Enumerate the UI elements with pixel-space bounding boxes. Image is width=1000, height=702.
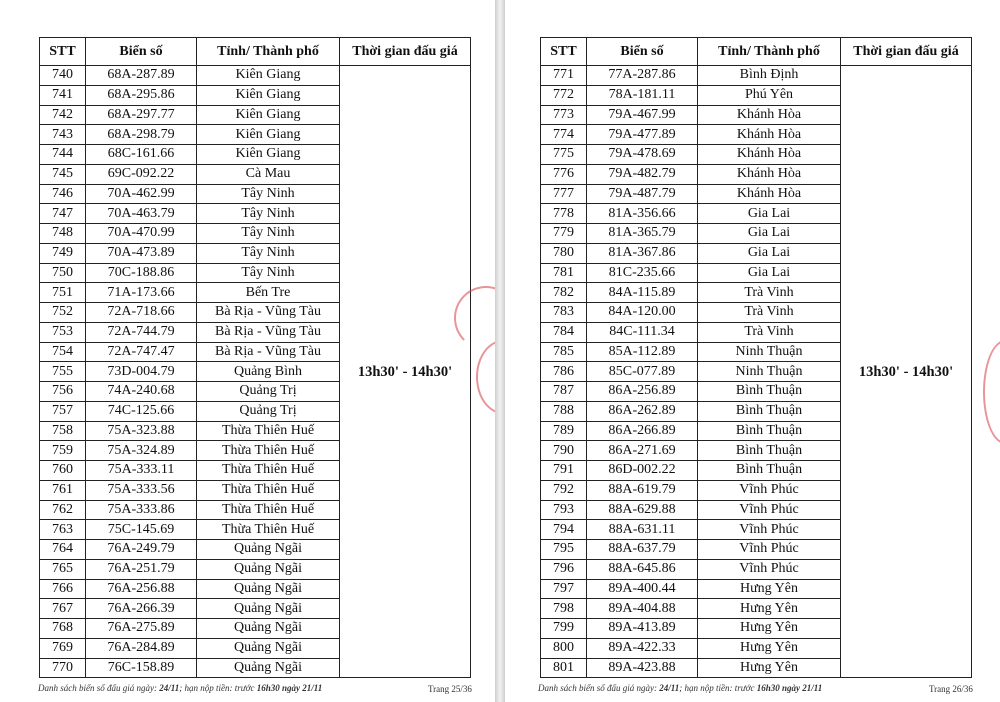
row-stt: 795: [541, 540, 587, 560]
row-province: Tây Ninh: [197, 243, 340, 263]
row-stt: 784: [541, 322, 587, 342]
row-stt: 777: [541, 184, 587, 204]
row-stt: 759: [40, 441, 86, 461]
row-plate: 76A-256.88: [86, 579, 197, 599]
row-plate: 79A-482.79: [587, 164, 698, 184]
header-province: Tỉnh/ Thành phố: [197, 38, 340, 66]
table-row: [40, 66, 471, 86]
row-plate: 76A-284.89: [86, 638, 197, 658]
row-province: Quảng Ngãi: [197, 619, 340, 639]
row-plate: 72A-718.66: [86, 303, 197, 323]
book-gutter: [495, 0, 505, 702]
table-header-row: [541, 38, 972, 66]
row-plate: 86A-266.89: [587, 421, 698, 441]
table-body: [40, 66, 471, 678]
footer-mid: ; hạn nộp tiền: trước: [679, 683, 757, 693]
row-province: Trà Vinh: [698, 303, 841, 323]
row-plate: 81A-367.86: [587, 243, 698, 263]
row-province: Bà Rịa - Vũng Tàu: [197, 322, 340, 342]
row-province: Quảng Ngãi: [197, 559, 340, 579]
row-stt: 749: [40, 243, 86, 263]
row-plate: 81A-365.79: [587, 224, 698, 244]
row-stt: 792: [541, 480, 587, 500]
row-plate: 75A-333.11: [86, 461, 197, 481]
row-province: Khánh Hòa: [698, 145, 841, 165]
header-stt: STT: [40, 38, 86, 66]
row-plate: 79A-467.99: [587, 105, 698, 125]
footer-date: 24/11: [159, 683, 180, 693]
table-header-row: [40, 38, 471, 66]
row-province: Hưng Yên: [698, 658, 841, 678]
row-province: Bà Rịa - Vũng Tàu: [197, 303, 340, 323]
row-province: Quảng Bình: [197, 362, 340, 382]
row-plate: 68A-297.77: [86, 105, 197, 125]
row-province: Bến Tre: [197, 283, 340, 303]
row-province: Bình Định: [698, 66, 841, 86]
row-plate: 81A-356.66: [587, 204, 698, 224]
row-stt: 768: [40, 619, 86, 639]
row-plate: 88A-645.86: [587, 559, 698, 579]
row-stt: 745: [40, 164, 86, 184]
row-province: Thừa Thiên Huế: [197, 461, 340, 481]
row-stt: 793: [541, 500, 587, 520]
row-province: Thừa Thiên Huế: [197, 421, 340, 441]
row-plate: 89A-400.44: [587, 579, 698, 599]
row-stt: 771: [541, 66, 587, 86]
row-stt: 785: [541, 342, 587, 362]
table-body: [541, 66, 972, 678]
row-plate: 75A-333.86: [86, 500, 197, 520]
header-auction-time: Thời gian đấu giá: [841, 38, 972, 66]
row-plate: 89A-423.88: [587, 658, 698, 678]
footer-note: [538, 683, 822, 693]
row-province: Khánh Hòa: [698, 105, 841, 125]
row-stt: 770: [40, 658, 86, 678]
row-plate: 68A-287.89: [86, 66, 197, 86]
row-plate: 74A-240.68: [86, 382, 197, 402]
row-stt: 758: [40, 421, 86, 441]
row-province: Trà Vinh: [698, 322, 841, 342]
row-stt: 797: [541, 579, 587, 599]
row-stt: 800: [541, 638, 587, 658]
row-province: Vĩnh Phúc: [698, 480, 841, 500]
row-province: Quảng Ngãi: [197, 579, 340, 599]
row-province: Quảng Ngãi: [197, 599, 340, 619]
auction-time-cell: 13h30' - 14h30': [340, 66, 471, 678]
red-stamp-mark: [983, 340, 1000, 444]
row-plate: 76A-266.39: [86, 599, 197, 619]
row-plate: 86A-271.69: [587, 441, 698, 461]
row-province: Khánh Hòa: [698, 125, 841, 145]
row-province: Trà Vinh: [698, 283, 841, 303]
row-province: Kiên Giang: [197, 85, 340, 105]
footer-date: 24/11: [659, 683, 680, 693]
row-stt: 757: [40, 401, 86, 421]
header-auction-time: Thời gian đấu giá: [340, 38, 471, 66]
row-plate: 77A-287.86: [587, 66, 698, 86]
header-province: Tỉnh/ Thành phố: [698, 38, 841, 66]
header-stt: STT: [541, 38, 587, 66]
row-stt: 801: [541, 658, 587, 678]
row-plate: 86A-256.89: [587, 382, 698, 402]
row-province: Bình Thuận: [698, 382, 841, 402]
row-plate: 68C-161.66: [86, 145, 197, 165]
row-plate: 84A-120.00: [587, 303, 698, 323]
row-stt: 756: [40, 382, 86, 402]
footer-mid: ; hạn nộp tiền: trước: [179, 683, 257, 693]
row-stt: 798: [541, 599, 587, 619]
row-province: Bình Thuận: [698, 421, 841, 441]
row-province: Khánh Hòa: [698, 164, 841, 184]
row-stt: 796: [541, 559, 587, 579]
table-row: [541, 66, 972, 86]
row-stt: 754: [40, 342, 86, 362]
row-province: Kiên Giang: [197, 105, 340, 125]
row-province: Vĩnh Phúc: [698, 540, 841, 560]
row-plate: 72A-744.79: [86, 322, 197, 342]
row-province: Cà Mau: [197, 164, 340, 184]
row-province: Kiên Giang: [197, 125, 340, 145]
row-province: Kiên Giang: [197, 66, 340, 86]
row-plate: 68A-298.79: [86, 125, 197, 145]
row-province: Vĩnh Phúc: [698, 500, 841, 520]
footer-prefix: Danh sách biển số đấu giá ngày:: [38, 683, 160, 693]
row-province: Gia Lai: [698, 243, 841, 263]
page-number: Trang 25/36: [428, 684, 472, 694]
row-stt: 764: [40, 540, 86, 560]
row-plate: 89A-404.88: [587, 599, 698, 619]
row-province: Thừa Thiên Huế: [197, 500, 340, 520]
row-plate: 70A-473.89: [86, 243, 197, 263]
row-stt: 741: [40, 85, 86, 105]
row-stt: 752: [40, 303, 86, 323]
row-plate: 88A-637.79: [587, 540, 698, 560]
plate-table-right: [540, 37, 972, 678]
page-number: Trang 26/36: [929, 684, 973, 694]
row-plate: 74C-125.66: [86, 401, 197, 421]
row-plate: 79A-478.69: [587, 145, 698, 165]
row-stt: 799: [541, 619, 587, 639]
row-stt: 765: [40, 559, 86, 579]
row-plate: 76C-158.89: [86, 658, 197, 678]
row-stt: 763: [40, 520, 86, 540]
row-plate: 70A-462.99: [86, 184, 197, 204]
footer-deadline: 16h30 ngày 21/11: [756, 683, 823, 693]
row-stt: 753: [40, 322, 86, 342]
row-province: Quảng Trị: [197, 382, 340, 402]
row-stt: 751: [40, 283, 86, 303]
row-stt: 794: [541, 520, 587, 540]
row-province: Gia Lai: [698, 204, 841, 224]
row-stt: 766: [40, 579, 86, 599]
row-province: Vĩnh Phúc: [698, 559, 841, 579]
row-stt: 767: [40, 599, 86, 619]
row-stt: 750: [40, 263, 86, 283]
row-stt: 779: [541, 224, 587, 244]
row-stt: 747: [40, 204, 86, 224]
row-plate: 76A-251.79: [86, 559, 197, 579]
row-province: Vĩnh Phúc: [698, 520, 841, 540]
row-plate: 78A-181.11: [587, 85, 698, 105]
header-plate: Biển số: [86, 38, 197, 66]
row-province: Khánh Hòa: [698, 184, 841, 204]
row-province: Bình Thuận: [698, 401, 841, 421]
row-stt: 772: [541, 85, 587, 105]
row-province: Tây Ninh: [197, 224, 340, 244]
row-province: Bình Thuận: [698, 441, 841, 461]
row-plate: 88A-629.88: [587, 500, 698, 520]
row-province: Thừa Thiên Huế: [197, 441, 340, 461]
row-plate: 84C-111.34: [587, 322, 698, 342]
row-province: Bình Thuận: [698, 461, 841, 481]
row-stt: 761: [40, 480, 86, 500]
row-province: Tây Ninh: [197, 204, 340, 224]
row-plate: 86D-002.22: [587, 461, 698, 481]
row-plate: 70A-463.79: [86, 204, 197, 224]
row-province: Phú Yên: [698, 85, 841, 105]
row-plate: 85C-077.89: [587, 362, 698, 382]
row-province: Gia Lai: [698, 263, 841, 283]
row-stt: 789: [541, 421, 587, 441]
document-page-left: [0, 0, 495, 702]
row-plate: 79A-487.79: [587, 184, 698, 204]
row-plate: 79A-477.89: [587, 125, 698, 145]
row-plate: 75C-145.69: [86, 520, 197, 540]
row-plate: 89A-413.89: [587, 619, 698, 639]
row-stt: 769: [40, 638, 86, 658]
row-province: Hưng Yên: [698, 599, 841, 619]
row-stt: 755: [40, 362, 86, 382]
row-province: Quảng Ngãi: [197, 638, 340, 658]
row-plate: 69C-092.22: [86, 164, 197, 184]
row-province: Hưng Yên: [698, 638, 841, 658]
row-plate: 75A-324.89: [86, 441, 197, 461]
row-province: Gia Lai: [698, 224, 841, 244]
row-plate: 76A-275.89: [86, 619, 197, 639]
row-stt: 787: [541, 382, 587, 402]
row-stt: 786: [541, 362, 587, 382]
row-plate: 84A-115.89: [587, 283, 698, 303]
row-plate: 76A-249.79: [86, 540, 197, 560]
row-stt: 744: [40, 145, 86, 165]
row-stt: 773: [541, 105, 587, 125]
row-plate: 89A-422.33: [587, 638, 698, 658]
row-plate: 75A-333.56: [86, 480, 197, 500]
row-province: Bà Rịa - Vũng Tàu: [197, 342, 340, 362]
row-plate: 68A-295.86: [86, 85, 197, 105]
row-plate: 70C-188.86: [86, 263, 197, 283]
footer-prefix: Danh sách biển số đấu giá ngày:: [538, 683, 660, 693]
row-province: Tây Ninh: [197, 263, 340, 283]
header-plate: Biển số: [587, 38, 698, 66]
document-page-right: [505, 0, 1000, 702]
row-province: Thừa Thiên Huế: [197, 520, 340, 540]
row-plate: 73D-004.79: [86, 362, 197, 382]
row-province: Quảng Trị: [197, 401, 340, 421]
row-stt: 762: [40, 500, 86, 520]
row-stt: 774: [541, 125, 587, 145]
row-stt: 776: [541, 164, 587, 184]
row-stt: 791: [541, 461, 587, 481]
row-stt: 780: [541, 243, 587, 263]
footer-deadline: 16h30 ngày 21/11: [256, 683, 323, 693]
row-province: Ninh Thuận: [698, 342, 841, 362]
row-province: Ninh Thuận: [698, 362, 841, 382]
row-stt: 760: [40, 461, 86, 481]
row-stt: 775: [541, 145, 587, 165]
row-stt: 742: [40, 105, 86, 125]
row-province: Hưng Yên: [698, 619, 841, 639]
row-plate: 86A-262.89: [587, 401, 698, 421]
row-plate: 75A-323.88: [86, 421, 197, 441]
row-province: Tây Ninh: [197, 184, 340, 204]
row-stt: 782: [541, 283, 587, 303]
row-province: Thừa Thiên Huế: [197, 480, 340, 500]
row-stt: 743: [40, 125, 86, 145]
footer-note: [38, 683, 322, 693]
row-stt: 781: [541, 263, 587, 283]
row-province: Quảng Ngãi: [197, 658, 340, 678]
row-stt: 790: [541, 441, 587, 461]
row-plate: 71A-173.66: [86, 283, 197, 303]
row-stt: 788: [541, 401, 587, 421]
auction-time-cell: 13h30' - 14h30': [841, 66, 972, 678]
row-plate: 85A-112.89: [587, 342, 698, 362]
row-stt: 778: [541, 204, 587, 224]
row-plate: 70A-470.99: [86, 224, 197, 244]
row-stt: 746: [40, 184, 86, 204]
plate-table-left: [39, 37, 471, 678]
row-province: Kiên Giang: [197, 145, 340, 165]
row-stt: 783: [541, 303, 587, 323]
row-plate: 72A-747.47: [86, 342, 197, 362]
row-stt: 748: [40, 224, 86, 244]
row-province: Hưng Yên: [698, 579, 841, 599]
row-province: Quảng Ngãi: [197, 540, 340, 560]
row-plate: 88A-619.79: [587, 480, 698, 500]
row-plate: 81C-235.66: [587, 263, 698, 283]
row-stt: 740: [40, 66, 86, 86]
row-plate: 88A-631.11: [587, 520, 698, 540]
